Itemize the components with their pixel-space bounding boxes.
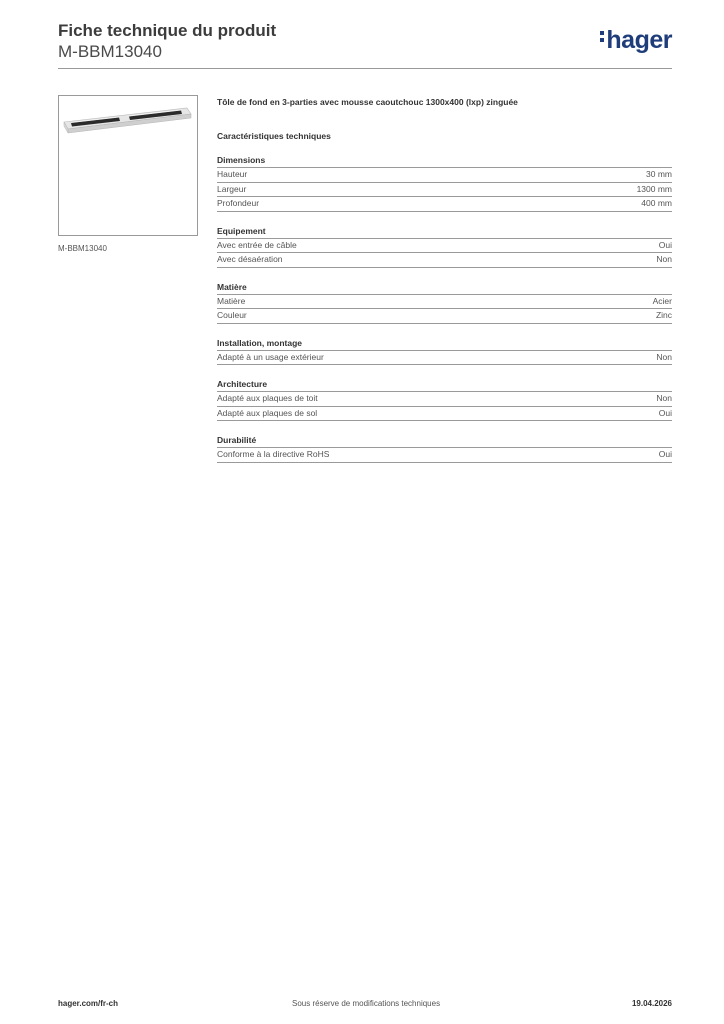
product-description: Tôle de fond en 3-parties avec mousse caoutchouc 1300x400 (lxp) zinguée (217, 97, 518, 107)
product-reference: M-BBM13040 (58, 42, 162, 61)
spec-row (217, 448, 672, 463)
spec-row (217, 351, 672, 366)
section-title: Equipement (217, 225, 672, 239)
spec-content (217, 96, 672, 463)
spec-row (217, 253, 672, 268)
section-title: Architecture (217, 378, 672, 392)
spec-label: Matière (217, 295, 246, 306)
spec-section (217, 281, 672, 324)
product-tray-icon (59, 96, 197, 235)
spec-value: Acier (652, 295, 672, 306)
spec-label: Conforme à la directive RoHS (217, 449, 330, 459)
spec-value: Non (656, 254, 672, 264)
spec-section (217, 434, 672, 463)
section-title: Durabilité (217, 434, 672, 448)
footer-website: hager.com/fr-ch (58, 999, 119, 1008)
spec-row (217, 407, 672, 422)
spec-label: Couleur (217, 310, 247, 320)
spec-label: Adapté aux plaques de sol (217, 407, 318, 418)
spec-row (217, 295, 672, 310)
section-title: Installation, montage (217, 337, 672, 351)
spec-row (217, 309, 672, 324)
spec-value: 30 mm (646, 169, 672, 179)
spec-row (217, 392, 672, 407)
logo-dots-icon (600, 31, 604, 45)
spec-value: Oui (658, 239, 672, 250)
tech-characteristics-heading: Caractéristiques techniques (217, 131, 331, 141)
header-divider (58, 68, 672, 69)
spec-value: 400 mm (641, 198, 672, 208)
spec-value: Oui (658, 449, 672, 459)
spec-value: 1300 mm (636, 183, 672, 194)
spec-label: Largeur (217, 183, 247, 194)
spec-section (217, 225, 672, 268)
spec-label: Adapté aux plaques de toit (217, 393, 318, 403)
spec-sections (217, 154, 672, 463)
spec-label: Profondeur (217, 198, 260, 208)
spec-value: Non (656, 393, 672, 403)
spec-section (217, 378, 672, 421)
spec-row (217, 197, 672, 212)
footer-notice: Sous réserve de modifications techniques (292, 999, 441, 1008)
image-caption: M-BBM13040 (58, 244, 107, 253)
spec-row (217, 183, 672, 198)
logo-text: hager (606, 26, 672, 54)
section-title: Matière (217, 281, 672, 295)
product-image (58, 95, 198, 236)
spec-label: Adapté à un usage extérieur (217, 351, 324, 362)
page-title: Fiche technique du produit (58, 21, 277, 40)
page-header (58, 20, 672, 62)
footer-date: 19.04.2026 (631, 999, 672, 1008)
spec-value: Non (656, 351, 672, 362)
spec-value: Zinc (655, 310, 672, 320)
spec-value: Oui (658, 407, 672, 418)
spec-label: Hauteur (217, 169, 248, 179)
spec-section (217, 337, 672, 366)
spec-row (217, 239, 672, 254)
hager-logo (600, 26, 672, 55)
spec-label: Avec entrée de câble (217, 239, 297, 250)
spec-label: Avec désaération (217, 254, 283, 264)
spec-section (217, 154, 672, 212)
spec-row (217, 168, 672, 183)
section-title: Dimensions (217, 154, 672, 168)
